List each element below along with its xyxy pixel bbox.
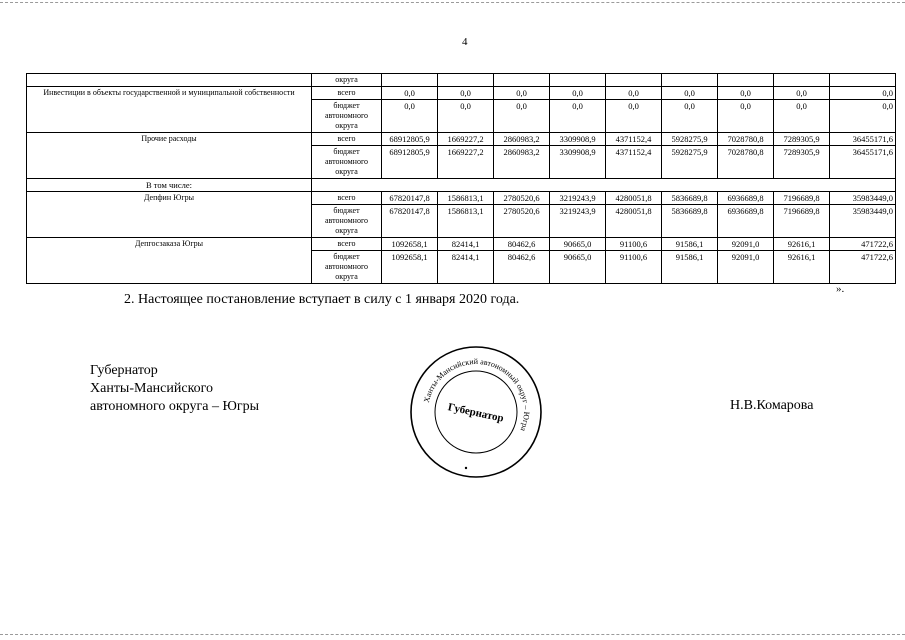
- value-cell: 1586813,1: [438, 192, 494, 205]
- value-cell: 0,0: [550, 87, 606, 100]
- value-cell: 92616,1: [774, 238, 830, 251]
- value-cell: 0,0: [550, 100, 606, 133]
- value-cell: 67820147,8: [382, 192, 438, 205]
- row-kind-cell: округа: [312, 74, 382, 87]
- row-kind-cell: всего: [312, 133, 382, 146]
- signer-position-line: Губернатор: [90, 363, 158, 378]
- value-cell: 0,0: [382, 87, 438, 100]
- value-cell: 7028780,8: [718, 133, 774, 146]
- value-cell: 90665,0: [550, 251, 606, 284]
- value-cell: 7196689,8: [774, 192, 830, 205]
- value-cell-empty: [438, 74, 494, 87]
- value-cell-empty: [830, 74, 896, 87]
- value-cell: 0,0: [662, 100, 718, 133]
- value-cell: 0,0: [606, 87, 662, 100]
- table-cell-empty: [27, 74, 312, 87]
- value-cell-empty: [774, 74, 830, 87]
- row-kind-cell: бюджет автономного округа: [312, 251, 382, 284]
- stamp-ring-text: Ханты-Мансийский автономный округ – Югра: [421, 356, 532, 433]
- value-cell: 0,0: [718, 87, 774, 100]
- row-kind-cell: всего: [312, 87, 382, 100]
- budget-table: [26, 73, 896, 284]
- value-cell: 0,0: [438, 100, 494, 133]
- value-cell: 3219243,9: [550, 192, 606, 205]
- value-cell-empty: [662, 74, 718, 87]
- value-cell: 91100,6: [606, 238, 662, 251]
- signer-position-line: автономного округа – Югры: [90, 399, 259, 414]
- value-cell: 1669227,2: [438, 146, 494, 179]
- scan-edge-bottom: [0, 634, 905, 635]
- value-cell: 5836689,8: [662, 192, 718, 205]
- value-cell: 92091,0: [718, 238, 774, 251]
- signer-position-line: Ханты-Мансийского: [90, 381, 214, 396]
- value-cell: 2780520,6: [494, 205, 550, 238]
- scan-edge-top: [0, 2, 905, 3]
- value-cell: 471722,6: [830, 238, 896, 251]
- section-row: [27, 179, 896, 192]
- value-cell-empty: [606, 74, 662, 87]
- value-cell: 3309908,9: [550, 146, 606, 179]
- value-cell: 68912805,9: [382, 146, 438, 179]
- value-cell: 5928275,9: [662, 146, 718, 179]
- section-empty-cell: [312, 179, 896, 192]
- table-row: [27, 87, 896, 100]
- row-name-cell: Прочие расходы: [27, 133, 312, 179]
- value-cell: 0,0: [774, 87, 830, 100]
- value-cell: 7028780,8: [718, 146, 774, 179]
- value-cell: 67820147,8: [382, 205, 438, 238]
- value-cell: 91100,6: [606, 251, 662, 284]
- row-name-cell: Депгосзаказа Югры: [27, 238, 312, 284]
- value-cell: 7289305,9: [774, 133, 830, 146]
- value-cell: 91586,1: [662, 238, 718, 251]
- value-cell-empty: [494, 74, 550, 87]
- value-cell: 0,0: [830, 87, 896, 100]
- page-number: 4: [462, 36, 468, 48]
- value-cell: 0,0: [774, 100, 830, 133]
- value-cell: 6936689,8: [718, 205, 774, 238]
- row-kind-cell: бюджет автономного округа: [312, 100, 382, 133]
- table-row: [27, 192, 896, 205]
- value-cell: 0,0: [494, 87, 550, 100]
- value-cell: 4371152,4: [606, 133, 662, 146]
- value-cell: 0,0: [718, 100, 774, 133]
- value-cell: 6936689,8: [718, 192, 774, 205]
- value-cell: 471722,6: [830, 251, 896, 284]
- table-row: [27, 238, 896, 251]
- value-cell: 5836689,8: [662, 205, 718, 238]
- value-cell: 82414,1: [438, 251, 494, 284]
- row-kind-cell: бюджет автономного округа: [312, 146, 382, 179]
- table-row: [27, 133, 896, 146]
- value-cell: 80462,6: [494, 251, 550, 284]
- row-kind-cell: бюджет автономного округа: [312, 205, 382, 238]
- value-cell-empty: [718, 74, 774, 87]
- row-name-cell: Депфин Югры: [27, 192, 312, 238]
- value-cell: 92091,0: [718, 251, 774, 284]
- value-cell: 4280051,8: [606, 205, 662, 238]
- value-cell: 2780520,6: [494, 192, 550, 205]
- closing-quote: ».: [836, 283, 845, 295]
- value-cell: 5928275,9: [662, 133, 718, 146]
- value-cell: 1586813,1: [438, 205, 494, 238]
- table-row: [27, 74, 896, 87]
- value-cell: 82414,1: [438, 238, 494, 251]
- stamp-center-text: Губернатор: [446, 401, 505, 425]
- value-cell: 4280051,8: [606, 192, 662, 205]
- value-cell: 4371152,4: [606, 146, 662, 179]
- value-cell-empty: [550, 74, 606, 87]
- value-cell: 0,0: [606, 100, 662, 133]
- value-cell: 2860983,2: [494, 133, 550, 146]
- value-cell: 92616,1: [774, 251, 830, 284]
- value-cell: 2860983,2: [494, 146, 550, 179]
- section-label-cell: В том числе:: [27, 179, 312, 192]
- value-cell: 0,0: [662, 87, 718, 100]
- value-cell: 91586,1: [662, 251, 718, 284]
- value-cell: 80462,6: [494, 238, 550, 251]
- value-cell: 36455171,6: [830, 133, 896, 146]
- row-kind-cell: всего: [312, 192, 382, 205]
- value-cell: 3219243,9: [550, 205, 606, 238]
- value-cell: 3309908,9: [550, 133, 606, 146]
- value-cell: 7289305,9: [774, 146, 830, 179]
- value-cell: 0,0: [438, 87, 494, 100]
- effective-date-paragraph: 2. Настоящее постановление вступает в силу с 1 января 2020 года.: [124, 292, 520, 307]
- value-cell: 0,0: [382, 100, 438, 133]
- row-name-cell: Инвестиции в объекты государственной и муниципальной собственности: [27, 87, 312, 133]
- value-cell: 1669227,2: [438, 133, 494, 146]
- value-cell: 1092658,1: [382, 238, 438, 251]
- value-cell: 1092658,1: [382, 251, 438, 284]
- value-cell: 7196689,8: [774, 205, 830, 238]
- row-kind-cell: всего: [312, 238, 382, 251]
- value-cell: 0,0: [494, 100, 550, 133]
- signer-name: Н.В.Комарова: [730, 398, 814, 413]
- value-cell: 0,0: [830, 100, 896, 133]
- signer-position: [90, 362, 259, 416]
- official-seal-stamp: [408, 344, 544, 480]
- value-cell: 90665,0: [550, 238, 606, 251]
- value-cell: 35983449,0: [830, 192, 896, 205]
- value-cell: 68912805,9: [382, 133, 438, 146]
- value-cell: 36455171,6: [830, 146, 896, 179]
- value-cell: 35983449,0: [830, 205, 896, 238]
- value-cell-empty: [382, 74, 438, 87]
